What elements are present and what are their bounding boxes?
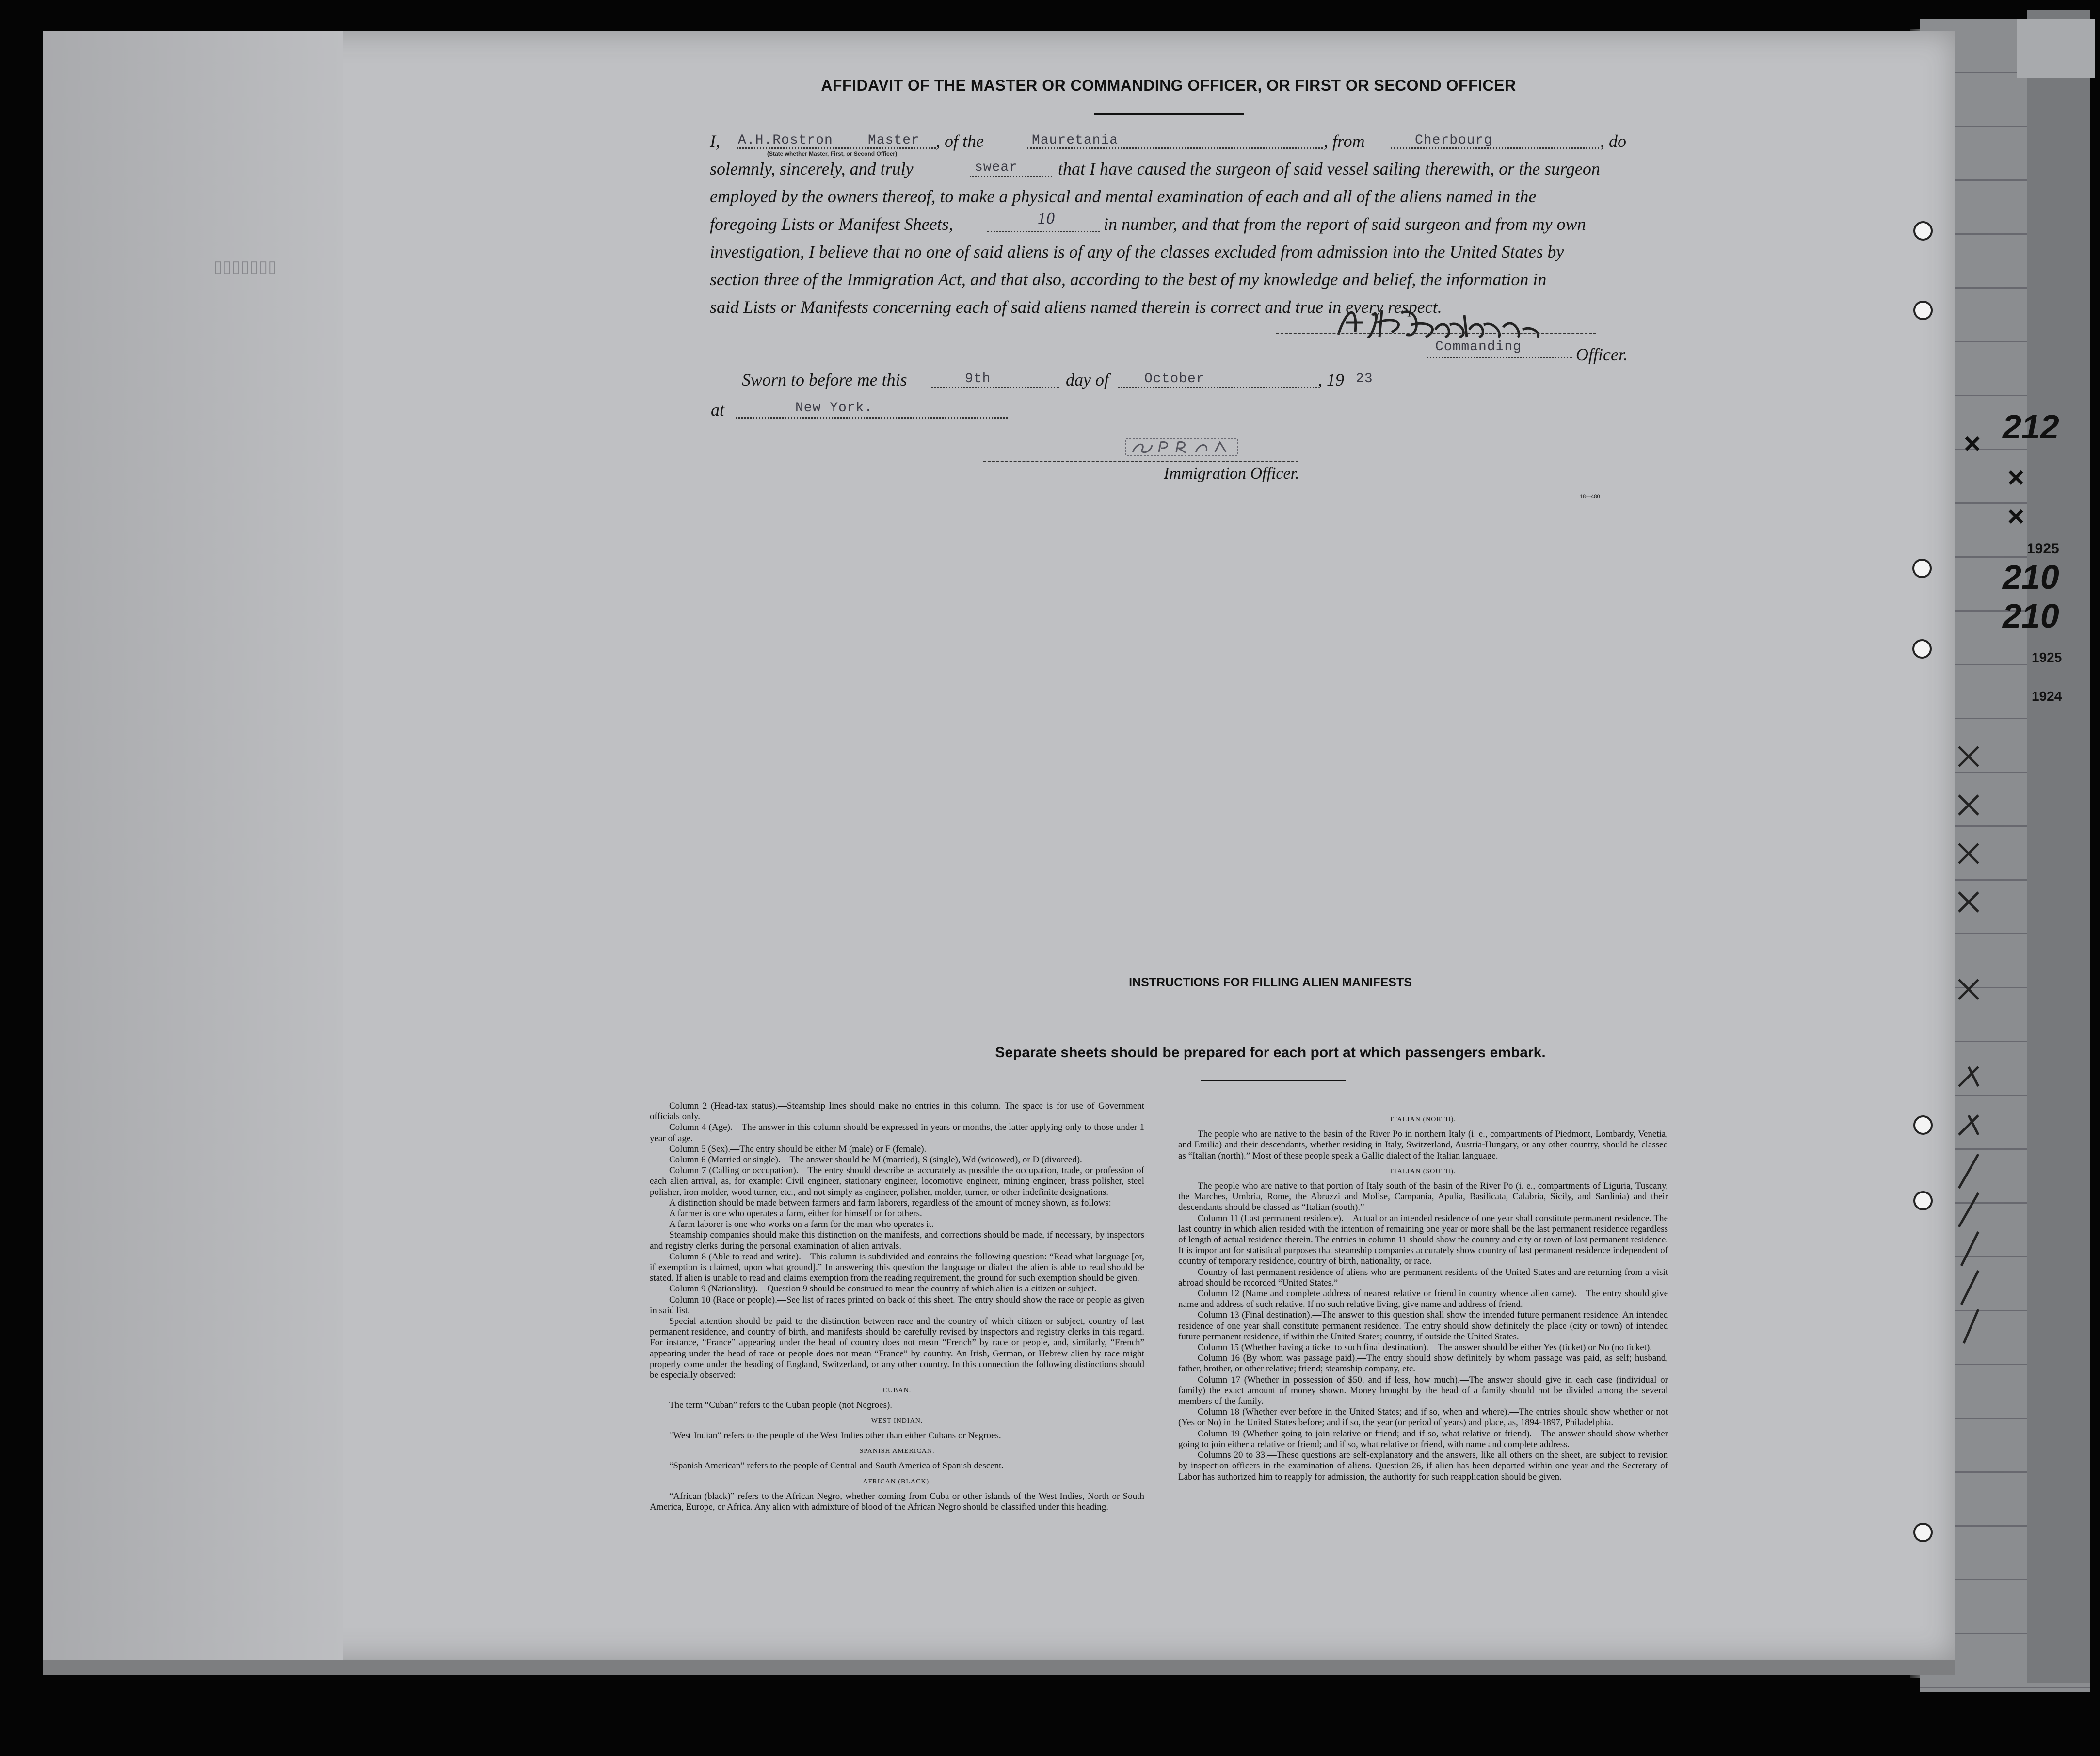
instructions-title: INSTRUCTIONS FOR FILLING ALIEN MANIFESTS xyxy=(1129,976,1412,989)
affidavit-line-4-post: in number, and that from the report of said surgeon and from my own xyxy=(1104,214,1586,234)
underlying-mark: 212 xyxy=(2003,408,2059,446)
punch-hole xyxy=(1913,1523,1933,1542)
affidavit-line-5: investigation, I believe that no one of said aliens is of any of the classes excluded from admission into the United States by xyxy=(710,242,1564,261)
affidavit-line-2-post: that I have caused the surgeon of said vessel sailing therewith, or the surgeon xyxy=(1058,159,1600,178)
day-of-label: day of xyxy=(1066,370,1109,389)
affidavit-line-3: employed by the owners thereof, to make a physical and mental examination of each and all of the aliens named in the xyxy=(710,187,1537,206)
section-heading-west-indian: WEST INDIAN. xyxy=(871,1417,923,1425)
instruction-paragraph: Column 15 (Whether having a ticket to such final destination).—The answer should be either Yes (ticket) or No (no ticket). xyxy=(1198,1342,1652,1353)
oath-dotted-line xyxy=(970,176,1052,177)
immigration-officer-stamp xyxy=(1123,435,1244,464)
section-heading-cuban: CUBAN. xyxy=(882,1387,912,1395)
do-label: , do xyxy=(1600,131,1626,151)
instruction-paragraph: Column 5 (Sex).—The entry should be either M (male) or F (female). xyxy=(669,1144,927,1154)
instruction-paragraph: Column 16 (By whom was passage paid).—The entry should show definitely by whom passage was paid, as self; husband, father, brother, or other relative; friend; steamship company, etc. xyxy=(1178,1353,1668,1374)
instruction-paragraph: Country of last permanent residence of aliens who are permanent residents of the United States and are returning from a visit abroad should be recorded “United States.” xyxy=(1178,1267,1668,1288)
instruction-paragraph: Column 13 (Final destination).—The answer to this question shall show the intended future permanent residence. An intended residence of one year shall constitute permanent residence. The entry should show definitely the place (city or town) of intended future permanent residence, if within the United States; country, if outside the United States. xyxy=(1178,1310,1668,1342)
underlying-mark: 1925 xyxy=(2027,541,2059,557)
punch-hole xyxy=(1913,1191,1933,1210)
instruction-paragraph: A farm laborer is one who works on a farm for the man who operates it. xyxy=(669,1219,934,1230)
underlying-manifest-sheet-2 xyxy=(2027,10,2090,1683)
place-field: New York. xyxy=(795,401,873,416)
master-signature-line xyxy=(1276,333,1596,334)
subtitle-rule xyxy=(1201,1080,1346,1081)
place-dotted-line xyxy=(736,417,1008,419)
immigration-officer-label: Immigration Officer. xyxy=(1164,465,1299,483)
instruction-paragraph: Column 19 (Whether going to join relative or friend; and if so, what relative or friend).—The answer should show whether going to join either a relative or friend; and if so, what relative or friend, with name and complete address. xyxy=(1178,1428,1668,1450)
affidavit-line-7: said Lists or Manifests concerning each of said aliens named therein is correct and true in every respect. xyxy=(710,297,1442,317)
instruction-paragraph: Columns 20 to 33.—These questions are self-explanatory and the answers, like all others on the sheet, are subject to revision by inspection officers in the examination of aliens. Question 26, if alien has been deported within one year and the Secretary of Labor has authorized him to reapply for admission, the authority for such reapplication should be given. xyxy=(1178,1450,1668,1482)
underlying-check-marks xyxy=(1949,727,2027,1406)
instruction-paragraph: Column 18 (Whether ever before in the United States; and if so, when and where).—The entries should show whether or not (Yes or No) in the United States before; and if so, the year (or period of years) and place, as, 1894-1897, Philadelphia. xyxy=(1178,1407,1668,1428)
instruction-paragraph: “African (black)” refers to the African Negro, whether coming from Cuba or other islands of the West Indies, North or South America, Europe, or Africa. Any alien with admixture of blood of the African Negro should be classified under this heading. xyxy=(650,1491,1144,1512)
oath-field: swear xyxy=(975,160,1018,175)
sheet-count-field: 10 xyxy=(1038,209,1055,227)
officer-label: Officer. xyxy=(1576,345,1628,364)
from-label: , from xyxy=(1324,131,1365,151)
sheet-corner xyxy=(2017,19,2095,78)
instructions-right-column xyxy=(1178,1111,1668,1482)
instruction-paragraph: Column 6 (Married or single).—The answer should be M (married), S (single), Wd (widowed), or D (divorced). xyxy=(669,1155,1082,1165)
instruction-paragraph: Steamship companies should make this distinction on the manifests, and corrections should be made, if necessary, by inspectors and registry clerks during the personal examination of alien arrivals. xyxy=(650,1230,1144,1251)
affidavit-line-6: section three of the Immigration Act, and that also, according to the best of my knowledge and belief, the information in xyxy=(710,270,1547,289)
underlying-mark: × xyxy=(1964,427,1981,460)
page-bottom-edge xyxy=(43,1660,1955,1675)
master-name-field: A.H.Rostron xyxy=(738,133,833,148)
rank-field: Master xyxy=(868,133,920,148)
instruction-paragraph: A farmer is one who operates a farm, either for himself or for others. xyxy=(669,1208,922,1219)
sworn-day-dotted-line xyxy=(931,387,1059,388)
instruction-paragraph: The people who are native to that portion of Italy south of the basin of the River Po (i. e., compartments of Liguria, Tuscany, the Marches, Umbria, Rome, the Abruzzi and Molise, Campania, Apulia, Basilicata, Calabria, Sicily, and Sardinia) and their descendants should be classed as “Italian (south).” xyxy=(1178,1181,1668,1213)
instruction-paragraph: “Spanish American” refers to the people of Central and South America of Spanish descent. xyxy=(669,1461,1004,1471)
section-heading-african: AFRICAN (BLACK). xyxy=(863,1478,931,1485)
instruction-paragraph: The term “Cuban” refers to the Cuban people (not Negroes). xyxy=(669,1400,893,1411)
punch-hole xyxy=(1912,639,1932,659)
punch-hole xyxy=(1912,559,1932,578)
instruction-paragraph: “West Indian” refers to the people of the West Indies other than either Cubans or Negroes. xyxy=(669,1430,1001,1441)
instruction-paragraph: Column 9 (Nationality).—Question 9 should be construed to mean the country of which alien is a citizen or subject. xyxy=(669,1284,1097,1294)
punch-hole xyxy=(1913,301,1933,320)
instruction-paragraph: Column 4 (Age).—The answer in this column should be expressed in years or months, the latter applying only to those under 1 year of age. xyxy=(650,1122,1144,1144)
underlying-mark: 1925 xyxy=(2032,650,2062,665)
instruction-paragraph: Column 11 (Last permanent residence).—Actual or an intended residence of one year shall constitute permanent residence. The last country in which alien resided with the intention of remaining one year or more shall be the last permanent residence regardless of length of actual residence therein. The entries in column 11 should show the country and city or town of last permanent residence. It is important for statistical purposes that steamship companies accurately show country of last permanent residence independent of country of temporary residence, country of birth, nationality, or race. xyxy=(1178,1213,1668,1267)
underlying-mark: × xyxy=(2007,461,2025,494)
vessel-field: Mauretania xyxy=(1032,133,1119,148)
officer-title-dotted-line xyxy=(1427,357,1572,358)
bleed-through-text: ▯▯▯▯▯▯▯ xyxy=(213,258,277,276)
page-shadow-strip xyxy=(43,31,343,1660)
officer-title-field: Commanding xyxy=(1435,339,1522,354)
section-heading-italian-north: ITALIAN (NORTH). xyxy=(1390,1116,1456,1123)
instruction-paragraph: Column 17 (Whether in possession of $50, and if less, how much).—The answer should give in each case (individual or family) the exact amount of money shown. Money brought by the head of a family should not be divided among the several members of the family. xyxy=(1178,1374,1668,1407)
affidavit-line-1 xyxy=(710,131,720,151)
year-suffix-field: 23 xyxy=(1356,371,1373,387)
sworn-label: Sworn to before me this xyxy=(742,370,907,389)
affidavit-pre-name: I, xyxy=(710,131,720,151)
underlying-mark: 210 xyxy=(2003,558,2059,596)
instruction-paragraph: Column 7 (Calling or occupation).—The entry should describe as accurately as possible the occupation, trade, or profession of each alien arrival, as, for example: Civil engineer, stationary engineer, locomotive engineer, mining engineer, brass polisher, steel polisher, iron molder, wood turner, etc., and not simply as engineer, polisher, molder, turner, or other indefinite designations. xyxy=(650,1165,1144,1197)
instructions-left-column xyxy=(650,1101,1144,1513)
section-heading-italian-south: ITALIAN (SOUTH). xyxy=(1390,1167,1456,1175)
sworn-day-field: 9th xyxy=(965,371,991,387)
underlying-mark: 210 xyxy=(2003,597,2059,635)
punch-hole xyxy=(1913,221,1933,241)
port-field: Cherbourg xyxy=(1415,133,1493,148)
year-prefix-label: , 19 xyxy=(1318,370,1344,389)
underlying-mark: × xyxy=(2007,500,2025,532)
sworn-month-dotted-line xyxy=(1118,387,1317,388)
sheets-dotted-line xyxy=(987,231,1100,232)
instruction-paragraph: The people who are native to the basin of the River Po in northern Italy (i. e., compartments of Piedmont, Lombardy, Venetia, and Emilia) and their descendants, whether residing in Italy, Switzerland, Austria-Hungary, or any other country, should be classed as “Italian (north).” Most of these people speak a Gallic dialect of the Italian language. xyxy=(1178,1129,1668,1161)
form-code: 18—480 xyxy=(1580,494,1600,499)
punch-hole xyxy=(1913,1115,1933,1135)
instructions-subtitle: Separate sheets should be prepared for each port at which passengers embark. xyxy=(995,1045,1546,1061)
affidavit-line-4-pre: foregoing Lists or Manifest Sheets, xyxy=(710,214,953,234)
section-heading-spanish-american: SPANISH AMERICAN. xyxy=(859,1448,935,1455)
immigration-signature-line xyxy=(983,461,1298,462)
underlying-mark: 1924 xyxy=(2032,689,2062,704)
instruction-paragraph: Special attention should be paid to the distinction between race and the country of which citizen or subject, country of last permanent residence, and country of birth, and manifests should be carefully revised by inspectors and registry clerks in this regard. For instance, “France” appearing under the head of country does not mean “French” by race or people, and, similarly, “French” appearing under the head of race or people does not mean “France” by country. An Irish, German, or Hebrew alien by race might properly come under the heading of England, Switzerland, or any other country. In this connection the following distinctions should be especially observed: xyxy=(650,1316,1144,1381)
sworn-month-field: October xyxy=(1144,371,1205,387)
of-the-label: , of the xyxy=(936,131,984,151)
title-rule xyxy=(1094,113,1244,115)
instruction-paragraph: Column 10 (Race or people).—See list of races printed on back of this sheet. The entry should show the race or people as given in said list. xyxy=(650,1294,1144,1316)
affidavit-line-2-pre: solemnly, sincerely, and truly xyxy=(710,159,914,178)
instruction-paragraph: Column 2 (Head-tax status).—Steamship lines should make no entries in this column. The space is for use of Government officials only. xyxy=(650,1101,1144,1122)
instruction-paragraph: Column 8 (Able to read and write).—This column is subdivided and contains the following question: “Read what language [or, if exemption is claimed, upon what ground].” In answering this question the language or dialect the alien is able to read should be stated. If alien is unable to read and claims exemption from the reading requirement, the ground for such exemption should be given. xyxy=(650,1251,1144,1284)
at-label: at xyxy=(711,400,725,419)
instruction-paragraph: A distinction should be made between farmers and farm laborers, regardless of the amount of money shown, as follows: xyxy=(669,1197,1111,1208)
rank-caption: (State whether Master, First, or Second Officer) xyxy=(767,150,898,157)
instruction-paragraph: Column 12 (Name and complete address of nearest relative or friend in country whence alien came).—The entry should give name and address of such relative. If no such relative living, give name and address of friend. xyxy=(1178,1289,1668,1310)
affidavit-title: AFFIDAVIT OF THE MASTER OR COMMANDING OFFICER, OR FIRST OR SECOND OFFICER xyxy=(821,77,1516,94)
